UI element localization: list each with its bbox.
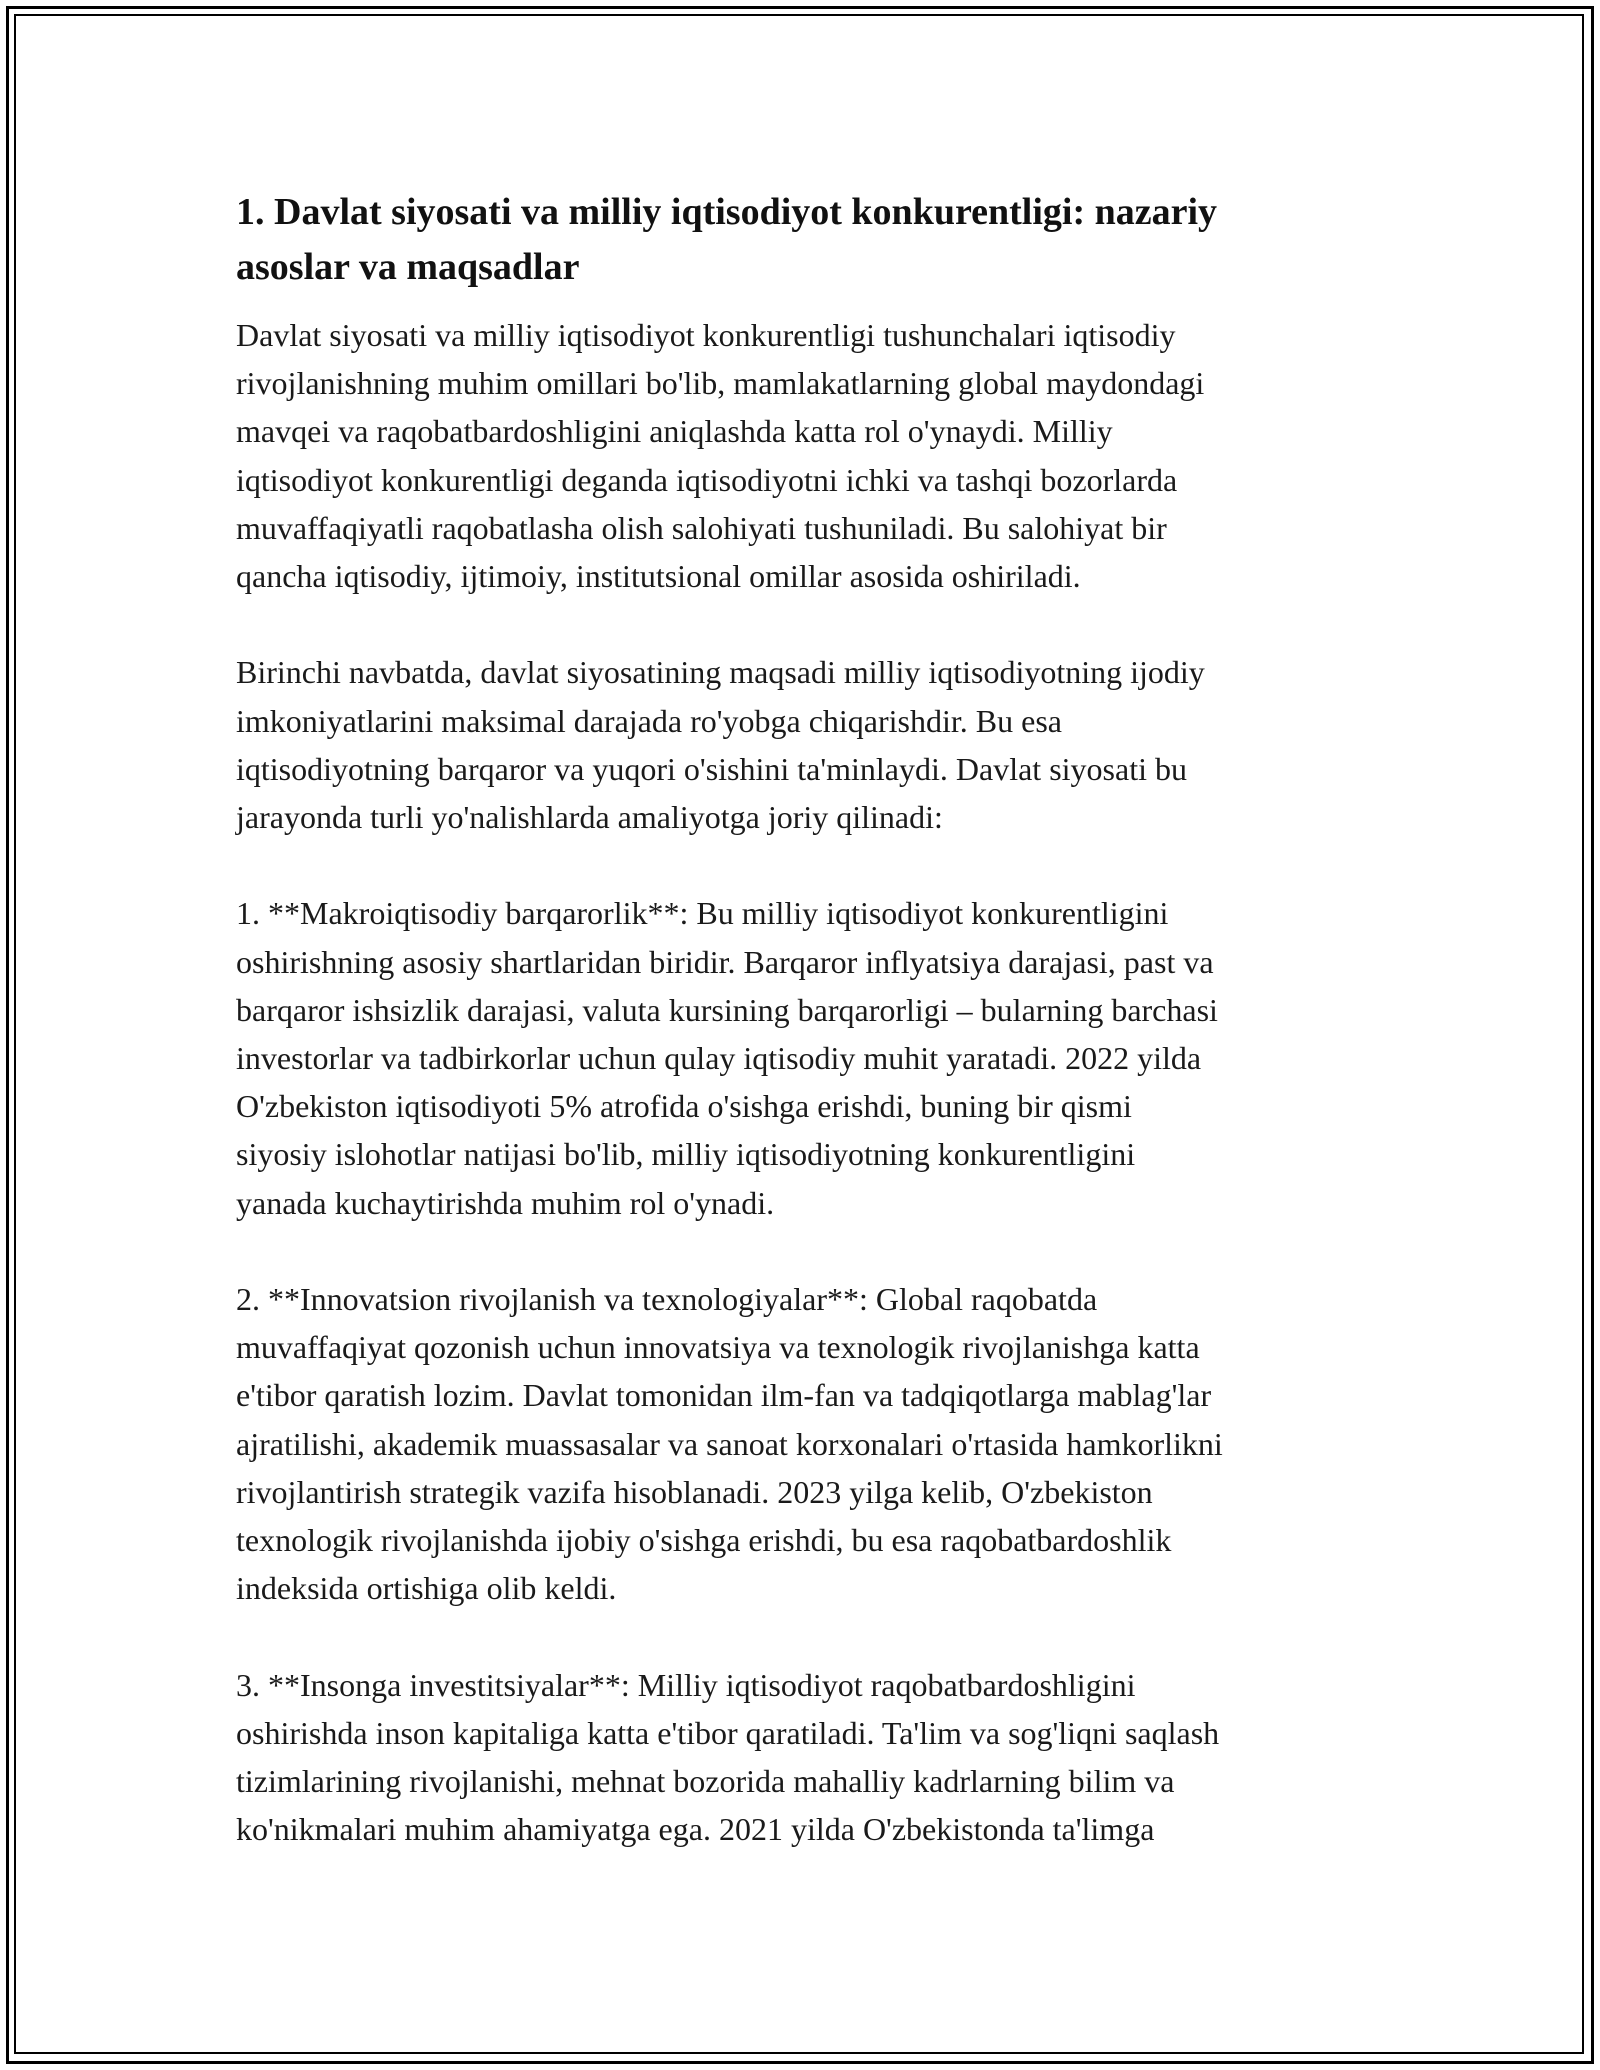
list-item-innovation (236, 1275, 1381, 1612)
text-line: Davlat siyosati va milliy iqtisodiyot konkurentligi tushunchalari iqtisodiy (236, 317, 1176, 353)
text-line: oshirishda inson kapitaliga katta e'tibor qaratiladi. Ta'lim va sog'liqni saqlash (236, 1714, 1220, 1751)
text-line: yanada kuchaytirishda muhim rol o'ynadi. (236, 1184, 775, 1221)
text-line: investorlar va tadbirkorlar uchun qulay iqtisodiy muhit yaratadi. 2022 yilda (236, 1040, 1202, 1077)
text-line: iqtisodiyotning barqaror va yuqori o'sishini ta'minlaydi. Davlat siyosati bu (236, 750, 1187, 787)
text-line: qancha iqtisodiy, ijtimoiy, institutsional omillar asosida oshiriladi. (236, 558, 1081, 595)
text-line: 1. **Makroiqtisodiy barqarorlik**: Bu milliy iqtisodiyot konkurentligini (236, 895, 1169, 932)
text-line: O'zbekiston iqtisodiyoti 5% atrofida o'sishga erishdi, buning bir qismi (236, 1088, 1132, 1125)
document-page (236, 185, 1381, 1853)
section-heading (236, 185, 1381, 295)
text-line: rivojlanishning muhim omillari bo'lib, mamlakatlarning global maydondagi (236, 365, 1205, 402)
text-line: indeksida ortishiga olib keldi. (236, 1570, 617, 1607)
text-line: texnologik rivojlanishda ijobiy o'sishga erishdi, bu esa raqobatbardoshlik (236, 1522, 1172, 1559)
heading-line: 1. Davlat siyosati va milliy iqtisodiyot konkurentligi: nazariy (236, 191, 1218, 233)
text-line: oshirishning asosiy shartlaridan biridir. Barqaror inflyatsiya darajasi, past va (236, 943, 1214, 980)
heading-line: asoslar va maqsadlar (236, 246, 580, 288)
text-line: jarayonda turli yo'nalishlarda amaliyotga joriy qilinadi: (236, 799, 943, 836)
list-item-human-capital (236, 1661, 1381, 1854)
text-line: muvaffaqiyatli raqobatlasha olish salohiyati tushuniladi. Bu salohiyat bir (236, 509, 1167, 546)
text-line: imkoniyatlarini maksimal darajada ro'yobga chiqarishdir. Bu esa (236, 702, 1062, 739)
text-line: 3. **Insonga investitsiyalar**: Milliy iqtisodiyot raqobatbardoshligini (236, 1666, 1136, 1703)
text-line: ko'nikmalari muhim ahamiyatga ega. 2021 yilda O'zbekistonda ta'limga (236, 1811, 1155, 1848)
text-line: mavqei va raqobatbardoshligini aniqlashda katta rol o'ynaydi. Milliy (236, 413, 1113, 450)
text-line: rivojlantirish strategik vazifa hisoblanadi. 2023 yilga kelib, O'zbekiston (236, 1473, 1153, 1510)
text-line: Birinchi navbatda, davlat siyosatining maqsadi milliy iqtisodiyotning ijodiy (236, 654, 1205, 691)
list-item-macro-stability (236, 889, 1381, 1226)
text-line: barqaror ishsizlik darajasi, valuta kursining barqarorligi – bularning barchasi (236, 991, 1218, 1028)
text-line: 2. **Innovatsion rivojlanish va texnologiyalar**: Global raqobatda (236, 1281, 1098, 1318)
text-line: e'tibor qaratish lozim. Davlat tomonidan ilm-fan va tadqiqotlarga mablag'lar (236, 1377, 1212, 1414)
text-line: ajratilishi, akademik muassasalar va sanoat korxonalari o'rtasida hamkorlikni (236, 1425, 1223, 1462)
text-line: iqtisodiyot konkurentligi deganda iqtisodiyotni ichki va tashqi bozorlarda (236, 461, 1178, 498)
paragraph-intro (236, 311, 1381, 600)
text-line: muvaffaqiyat qozonish uchun innovatsiya va texnologik rivojlanishga katta (236, 1329, 1200, 1366)
text-line: tizimlarining rivojlanishi, mehnat bozorida mahalliy kadrlarning bilim va (236, 1763, 1175, 1800)
paragraph-policy-goals (236, 648, 1381, 841)
text-line: siyosiy islohotlar natijasi bo'lib, milliy iqtisodiyotning konkurentligini (236, 1136, 1136, 1173)
